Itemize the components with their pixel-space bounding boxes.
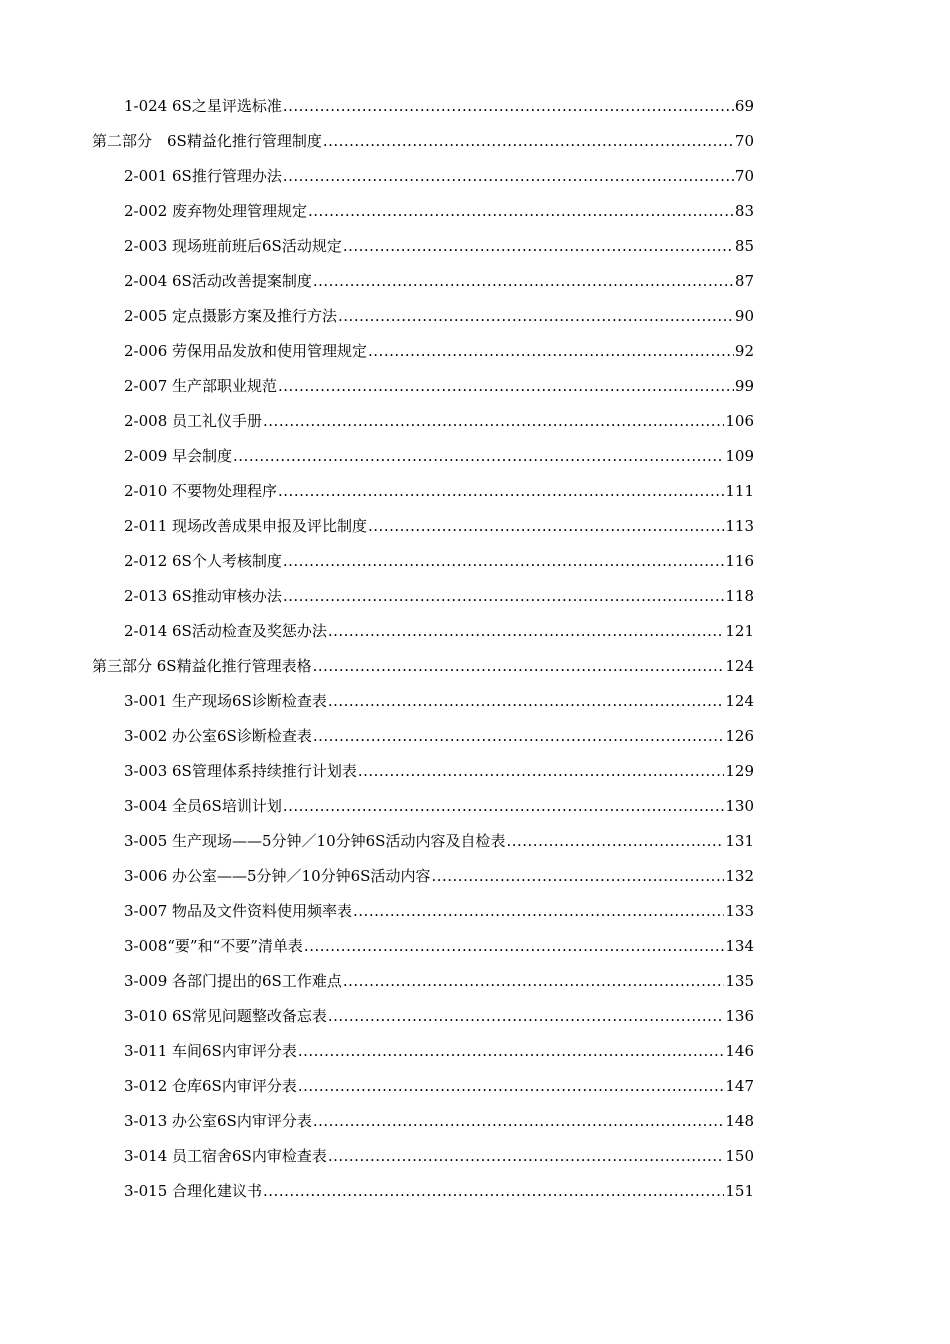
toc-entry-page: 116 bbox=[725, 552, 754, 570]
toc-entry-title: 2-011 现场改善成果申报及评比制度 bbox=[124, 517, 368, 535]
toc-entry[interactable] bbox=[124, 1039, 754, 1063]
toc-dot-leader bbox=[323, 129, 734, 153]
toc-entry[interactable] bbox=[124, 94, 754, 118]
toc-entry-page: 124 bbox=[725, 692, 754, 710]
toc-dot-leader bbox=[338, 304, 734, 328]
toc-entry-page: 131 bbox=[725, 832, 754, 850]
toc-dot-leader bbox=[283, 794, 725, 818]
toc-entry[interactable] bbox=[124, 164, 754, 188]
toc-entry-title: 2-006 劳保用品发放和使用管理规定 bbox=[124, 342, 368, 360]
toc-entry-page: 146 bbox=[725, 1042, 754, 1060]
toc-entry[interactable] bbox=[124, 794, 754, 818]
toc-entry-title: 2-009 早会制度 bbox=[124, 447, 233, 465]
toc-entry[interactable] bbox=[124, 934, 754, 958]
toc-dot-leader bbox=[278, 479, 724, 503]
toc-entry-title: 第三部分 6S精益化推行管理表格 bbox=[92, 657, 312, 675]
toc-entry-title: 3-011 车间6S内审评分表 bbox=[124, 1042, 297, 1060]
toc-dot-leader bbox=[431, 864, 724, 888]
toc-dot-leader bbox=[368, 514, 724, 538]
toc-dot-leader bbox=[283, 549, 725, 573]
toc-entry[interactable] bbox=[124, 1144, 754, 1168]
toc-entry[interactable] bbox=[124, 864, 754, 888]
toc-entry-title: 3-004 全员6S培训计划 bbox=[124, 797, 282, 815]
toc-entry-page: 70 bbox=[734, 167, 754, 185]
toc-dot-leader bbox=[313, 1109, 725, 1133]
toc-entry-page: 148 bbox=[725, 1112, 754, 1130]
toc-entry-page: 85 bbox=[734, 237, 754, 255]
toc-entry[interactable] bbox=[124, 514, 754, 538]
toc-entry-page: 87 bbox=[734, 272, 754, 290]
toc-dot-leader bbox=[506, 829, 724, 853]
toc-entry-title: 2-004 6S活动改善提案制度 bbox=[124, 272, 312, 290]
toc-dot-leader bbox=[343, 234, 734, 258]
toc-dot-leader bbox=[358, 759, 725, 783]
toc-entry-title: 3-014 员工宿舍6S内审检查表 bbox=[124, 1147, 327, 1165]
toc-dot-leader bbox=[283, 164, 734, 188]
toc-entry-page: 109 bbox=[725, 447, 754, 465]
toc-entry[interactable] bbox=[124, 1179, 754, 1203]
toc-entry-title: 1-024 6S之星评选标准 bbox=[124, 97, 282, 115]
toc-entry-page: 151 bbox=[725, 1182, 754, 1200]
toc-entry[interactable] bbox=[124, 444, 754, 468]
toc-entry-title: 2-008 员工礼仪手册 bbox=[124, 412, 263, 430]
toc-entry-title: 2-013 6S推动审核办法 bbox=[124, 587, 282, 605]
toc-entry-page: 136 bbox=[725, 1007, 754, 1025]
toc-entry-page: 83 bbox=[734, 202, 754, 220]
toc-entry[interactable] bbox=[124, 829, 754, 853]
toc-entry-page: 113 bbox=[725, 517, 754, 535]
toc-entry[interactable] bbox=[124, 199, 754, 223]
toc-entry-page: 130 bbox=[725, 797, 754, 815]
toc-entry-title: 3-010 6S常见问题整改备忘表 bbox=[124, 1007, 327, 1025]
toc-dot-leader bbox=[283, 584, 725, 608]
toc-entry-page: 134 bbox=[725, 937, 754, 955]
toc-dot-leader bbox=[313, 654, 725, 678]
toc-entry-title: 2-001 6S推行管理办法 bbox=[124, 167, 282, 185]
toc-entry-title: 3-003 6S管理体系持续推行计划表 bbox=[124, 762, 357, 780]
toc-entry[interactable] bbox=[124, 234, 754, 258]
toc-entry-page: 147 bbox=[725, 1077, 754, 1095]
toc-dot-leader bbox=[353, 899, 724, 923]
toc-entry[interactable] bbox=[124, 1109, 754, 1133]
toc-entry-page: 132 bbox=[725, 867, 754, 885]
toc-dot-leader bbox=[328, 1144, 725, 1168]
toc-entry-title: 2-002 废弃物处理管理规定 bbox=[124, 202, 308, 220]
toc-dot-leader bbox=[368, 339, 734, 363]
toc-entry[interactable] bbox=[124, 409, 754, 433]
toc-dot-leader bbox=[308, 199, 734, 223]
toc-entry[interactable] bbox=[124, 269, 754, 293]
toc-entry-title: 3-001 生产现场6S诊断检查表 bbox=[124, 692, 327, 710]
toc-dot-leader bbox=[328, 689, 725, 713]
toc-dot-leader bbox=[298, 1039, 725, 1063]
toc-entry[interactable] bbox=[124, 549, 754, 573]
toc-entry-page: 150 bbox=[725, 1147, 754, 1165]
toc-entry[interactable] bbox=[124, 374, 754, 398]
toc-entry[interactable] bbox=[124, 619, 754, 643]
toc-entry-page: 99 bbox=[734, 377, 754, 395]
toc-dot-leader bbox=[263, 1179, 724, 1203]
toc-entry[interactable] bbox=[124, 339, 754, 363]
toc-part-heading[interactable] bbox=[92, 654, 754, 678]
toc-entry-page: 124 bbox=[725, 657, 754, 675]
toc-entry[interactable] bbox=[124, 689, 754, 713]
toc-dot-leader bbox=[298, 1074, 725, 1098]
toc-dot-leader bbox=[313, 269, 734, 293]
toc-entry-page: 90 bbox=[734, 307, 754, 325]
toc-entry-page: 133 bbox=[725, 902, 754, 920]
toc-dot-leader bbox=[304, 934, 724, 958]
toc-entry-title: 3-009 各部门提出的6S工作难点 bbox=[124, 972, 342, 990]
toc-entry-title: 3-006 办公室——5分钟／10分钟6S活动内容 bbox=[124, 867, 431, 885]
toc-entry-title: 3-008“要”和“不要”清单表 bbox=[124, 937, 303, 955]
toc-entry[interactable] bbox=[124, 759, 754, 783]
toc-entry-title: 2-014 6S活动检查及奖惩办法 bbox=[124, 622, 327, 640]
toc-entry-title: 2-005 定点摄影方案及推行方法 bbox=[124, 307, 338, 325]
toc-entry-title: 3-002 办公室6S诊断检查表 bbox=[124, 727, 312, 745]
toc-entry-title: 3-012 仓库6S内审评分表 bbox=[124, 1077, 297, 1095]
toc-entry[interactable] bbox=[124, 479, 754, 503]
toc-entry[interactable] bbox=[124, 724, 754, 748]
toc-entry-page: 69 bbox=[734, 97, 754, 115]
toc-dot-leader bbox=[263, 409, 724, 433]
toc-entry-title: 2-003 现场班前班后6S活动规定 bbox=[124, 237, 342, 255]
toc-entry[interactable] bbox=[124, 1074, 754, 1098]
toc-dot-leader bbox=[343, 969, 725, 993]
toc-entry[interactable] bbox=[124, 969, 754, 993]
toc-dot-leader bbox=[233, 444, 724, 468]
toc-entry-page: 126 bbox=[725, 727, 754, 745]
toc-dot-leader bbox=[313, 724, 725, 748]
toc-entry-title: 2-012 6S个人考核制度 bbox=[124, 552, 282, 570]
toc-entry-page: 118 bbox=[725, 587, 754, 605]
toc-entry[interactable] bbox=[124, 899, 754, 923]
toc-dot-leader bbox=[328, 1004, 725, 1028]
toc-entry-title: 3-007 物品及文件资料使用频率表 bbox=[124, 902, 353, 920]
toc-entry-title: 2-010 不要物处理程序 bbox=[124, 482, 278, 500]
toc-entry-page: 129 bbox=[725, 762, 754, 780]
toc-entry-page: 135 bbox=[725, 972, 754, 990]
toc-part-heading[interactable] bbox=[92, 129, 754, 153]
toc-dot-leader bbox=[283, 94, 734, 118]
toc-dot-leader bbox=[278, 374, 734, 398]
toc-dot-leader bbox=[328, 619, 725, 643]
toc-entry-title: 3-015 合理化建议书 bbox=[124, 1182, 263, 1200]
toc-entry-page: 70 bbox=[734, 132, 754, 150]
toc-entry-page: 92 bbox=[734, 342, 754, 360]
toc-entry-page: 121 bbox=[725, 622, 754, 640]
toc-entry[interactable] bbox=[124, 584, 754, 608]
toc-entry-page: 111 bbox=[725, 482, 754, 500]
toc-entry-title: 3-013 办公室6S内审评分表 bbox=[124, 1112, 312, 1130]
toc-entry[interactable] bbox=[124, 1004, 754, 1028]
toc-entry-title: 第二部分 6S精益化推行管理制度 bbox=[92, 132, 322, 150]
toc-entry-title: 2-007 生产部职业规范 bbox=[124, 377, 278, 395]
toc-entry[interactable] bbox=[124, 304, 754, 328]
toc-entry-title: 3-005 生产现场——5分钟／10分钟6S活动内容及自检表 bbox=[124, 832, 506, 850]
toc-entry-page: 106 bbox=[725, 412, 754, 430]
